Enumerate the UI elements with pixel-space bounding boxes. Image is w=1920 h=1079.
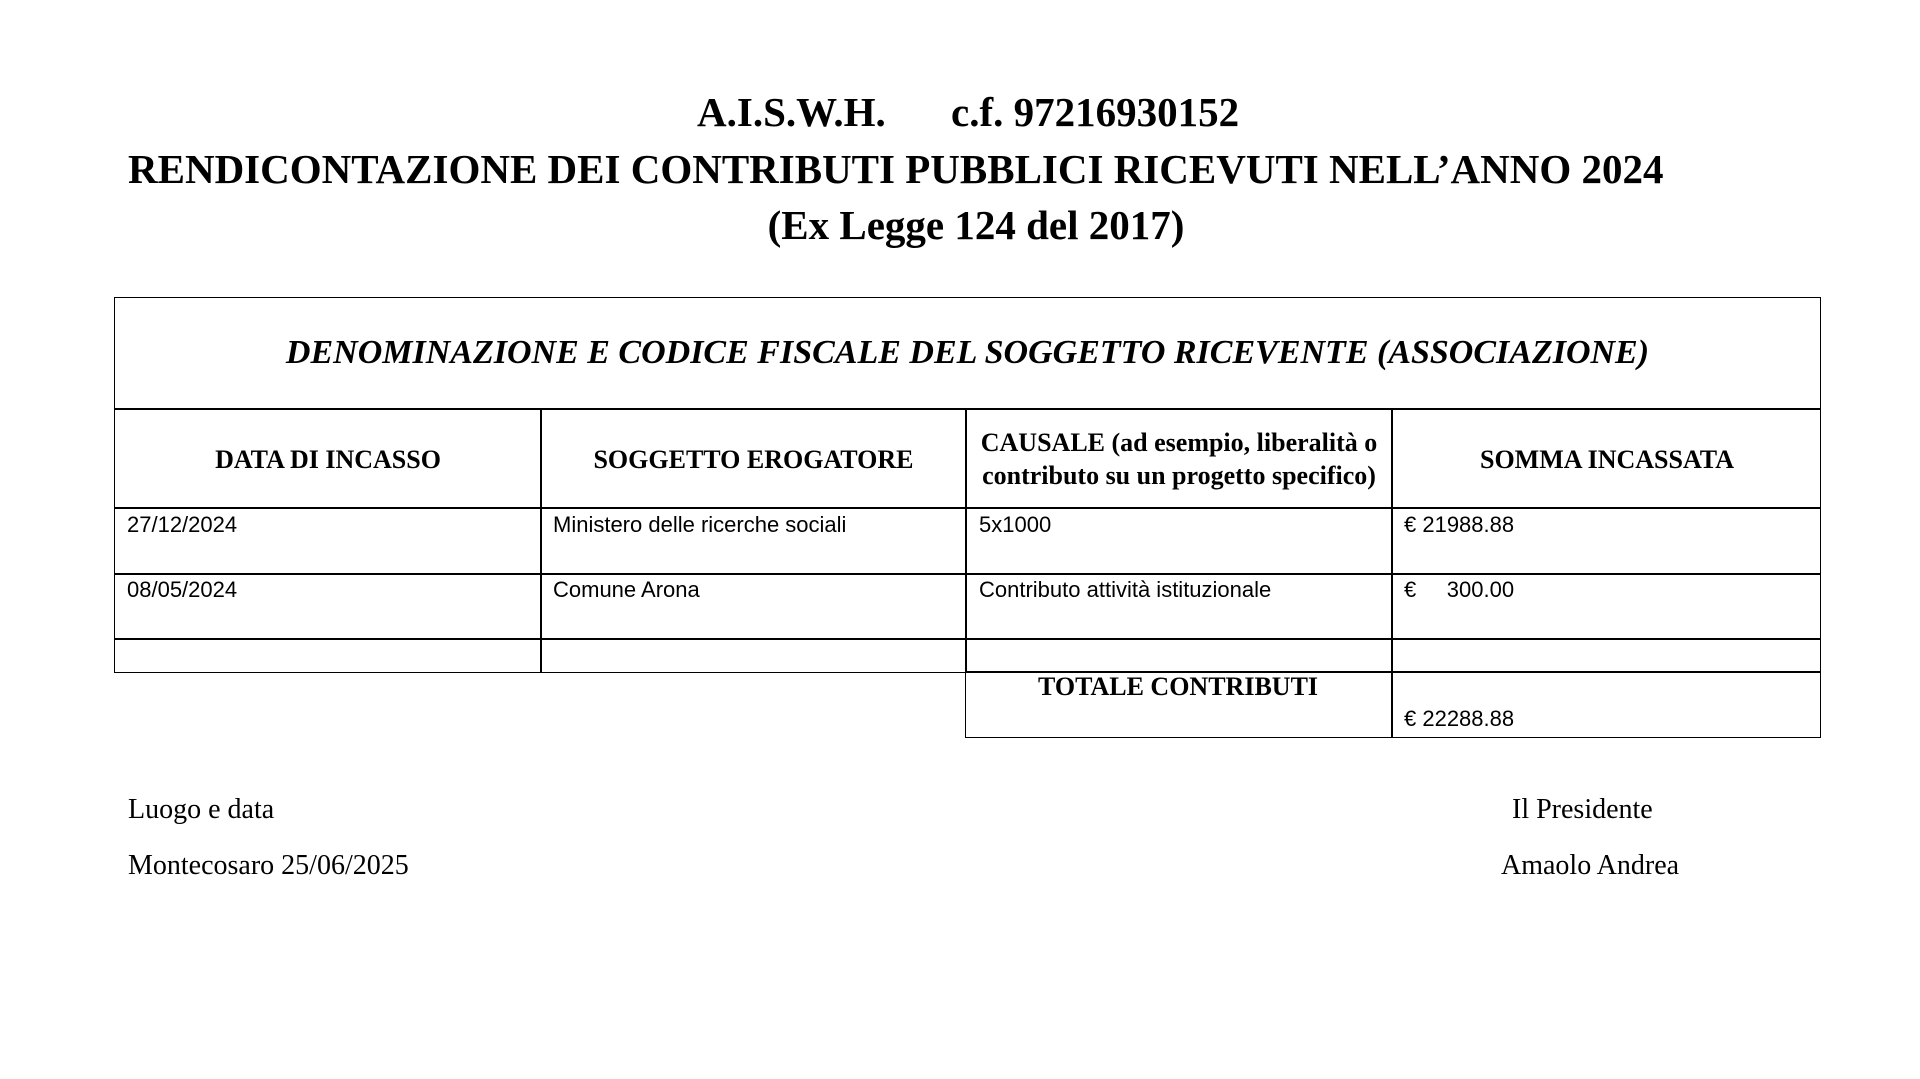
document-title: RENDICONTAZIONE DEI CONTRIBUTI PUBBLICI RICEVUTI NELL’ANNO 2024 — [128, 146, 1664, 192]
row-amount: € 300.00 — [1404, 577, 1515, 602]
place-date-label: Luogo e data — [128, 794, 275, 825]
total-label: TOTALE CONTRIBUTI — [1037, 672, 1319, 701]
row-date: 08/05/2024 — [127, 577, 238, 602]
row-reason: 5x1000 — [979, 512, 1052, 537]
table-title: DENOMINAZIONE E CODICE FISCALE DEL SOGGETTO RICEVENTE (ASSOCIAZIONE) — [285, 334, 1650, 371]
column-header-date: DATA DI INCASSO — [215, 444, 441, 474]
president-label: Il Presidente — [1512, 794, 1653, 825]
signer-name: Amaolo Andrea — [1501, 850, 1680, 881]
divider — [1391, 671, 1393, 738]
document-subtitle: (Ex Legge 124 del 2017) — [767, 202, 1185, 248]
row-date: 27/12/2024 — [127, 512, 238, 537]
organization-name: A.I.S.W.H. — [697, 89, 886, 135]
row-source: Ministero delle ricerche sociali — [553, 512, 847, 537]
divider — [114, 638, 1821, 640]
column-header-amount: SOMMA INCASSATA — [1479, 444, 1734, 474]
total-value: € 22288.88 — [1404, 706, 1515, 731]
row-reason: Contributo attività istituzionale — [979, 577, 1272, 602]
divider — [114, 573, 1821, 575]
column-header-source: SOGGETTO EROGATORE — [593, 444, 914, 474]
column-header-reason: CAUSALE (ad esempio, liberalità o contributo su un progetto specifico) — [980, 428, 1378, 490]
tax-code: c.f. 97216930152 — [951, 89, 1240, 135]
place-date-value: Montecosaro 25/06/2025 — [128, 850, 409, 881]
row-source: Comune Arona — [553, 577, 700, 602]
row-amount: € 21988.88 — [1404, 512, 1515, 537]
